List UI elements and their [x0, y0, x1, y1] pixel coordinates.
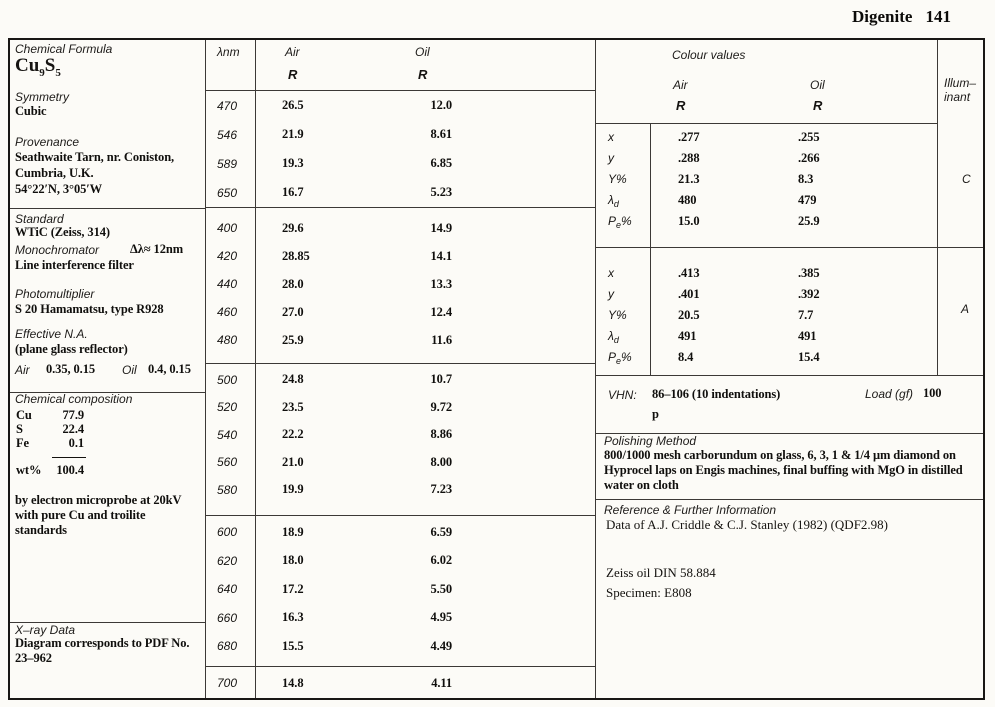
colour-row	[596, 169, 937, 190]
r-oil: 4.95	[430, 610, 452, 625]
colour-row	[596, 127, 937, 148]
colour-row	[596, 305, 937, 326]
r-air: 18.9	[282, 524, 304, 539]
instrumentation-section	[10, 208, 205, 392]
r-air: 26.5	[282, 98, 304, 112]
oil-value: 25.9	[798, 214, 820, 228]
colour-param: y	[608, 150, 614, 165]
colour-row	[596, 263, 937, 284]
colour-param: Y%	[608, 171, 627, 186]
chemical-formula-value: $Cu_9S_5$	[15, 55, 61, 79]
reflectance-row	[206, 518, 595, 547]
colour-param: Y%	[608, 307, 627, 322]
illuminant-divider	[937, 40, 938, 375]
air-value: .277	[678, 130, 700, 144]
vhn-label: VHN:	[608, 388, 637, 402]
oil-value: 7.7	[798, 308, 814, 322]
reflectance-row	[206, 476, 595, 504]
oil-header: Oil	[415, 45, 430, 59]
reflectance-table	[206, 40, 595, 698]
r-oil: 8.00	[430, 454, 452, 469]
composition-note-line: standards	[15, 523, 67, 537]
r-air: 19.3	[282, 156, 304, 170]
reflectance-group	[206, 207, 595, 354]
colour-block-a	[596, 247, 937, 368]
r-header-oil: R	[813, 98, 823, 113]
reflectance-row	[206, 270, 595, 298]
wavelength: 580	[217, 482, 238, 497]
colour-row	[596, 326, 937, 347]
chemical-formula-label: Chemical Formula	[15, 42, 113, 56]
wavelength: 546	[217, 127, 238, 142]
wavelength: 460	[217, 305, 238, 319]
colour-param: $\lambda_d$	[608, 192, 619, 209]
wavelength: 500	[217, 372, 238, 387]
reflectance-row	[206, 242, 595, 270]
colour-row	[596, 190, 937, 211]
oil-value: .385	[798, 266, 820, 280]
standard-value: WTiC (Zeiss, 314)	[15, 225, 110, 239]
reflectance-row	[206, 547, 595, 576]
illuminant-a: A	[961, 302, 970, 316]
r-air: 24.8	[282, 372, 304, 387]
r-oil: 8.61	[430, 127, 452, 141]
effective-na-note: (plane glass reflector)	[15, 342, 128, 356]
oil-value: .392	[798, 287, 820, 301]
wavelength: 400	[217, 221, 238, 235]
r-air: 15.5	[282, 638, 304, 653]
air-header: Air	[673, 78, 688, 92]
colour-param: $\lambda_d$	[608, 328, 619, 345]
vhn-section	[596, 375, 983, 433]
r-air: 23.5	[282, 399, 304, 414]
colour-row	[596, 211, 937, 232]
reflectance-row	[206, 149, 595, 178]
colour-values-header: Colour values	[672, 48, 746, 62]
symmetry-value: Cubic	[15, 104, 47, 118]
xray-section	[10, 622, 205, 698]
air-value: 20.5	[678, 308, 700, 322]
xray-label: X–ray Data	[15, 623, 76, 637]
oil-value: .255	[798, 130, 820, 144]
r-oil: 6.02	[430, 553, 452, 568]
reflectance-row	[206, 366, 595, 394]
provenance-line: 54°22′N, 3°05′W	[15, 182, 103, 196]
reference-specimen-line: Specimen: E808	[606, 585, 692, 600]
r-oil: 13.3	[430, 276, 452, 291]
sum-rule	[52, 457, 86, 458]
oil-value: 15.4	[798, 350, 820, 364]
oil-value: 491	[798, 329, 817, 343]
reference-data-line: Data of A.J. Criddle & C.J. Stanley (1982) (QDF2.98)	[606, 517, 889, 532]
r-air: 21.9	[282, 127, 304, 141]
reflectance-row	[206, 298, 595, 326]
r-air: 19.9	[282, 482, 304, 497]
vhn-value: 86–106 (10 indentations)	[652, 387, 781, 401]
colour-block-c	[596, 123, 937, 232]
polishing-line: 800/1000 mesh carborundum on glass, 6, 3, 1 & 1/4 μm diamond on	[604, 448, 956, 462]
r-air: 16.3	[282, 610, 304, 625]
wavelength: 640	[217, 582, 238, 597]
reflectance-group	[206, 363, 595, 504]
data-sheet-table	[8, 38, 985, 700]
r-oil: 11.6	[431, 332, 452, 347]
composition-label: Chemical composition	[15, 392, 133, 406]
total-label: wt%	[16, 463, 42, 477]
provenance-line: Seathwaite Tarn, nr. Coniston,	[15, 150, 175, 164]
polishing-section	[596, 433, 983, 499]
reflectance-row	[206, 632, 595, 661]
mineral-name: Digenite	[852, 7, 913, 26]
element-symbol: S	[16, 422, 23, 436]
air-value: 480	[678, 193, 697, 207]
wavelength: 420	[217, 249, 238, 263]
wavelength: 560	[217, 455, 238, 470]
air-header: Air	[285, 45, 300, 59]
monochromator-label: Monochromator	[15, 243, 100, 257]
photomultiplier-label: Photomultiplier	[15, 287, 95, 301]
r-oil: 6.85	[430, 156, 452, 170]
air-value: 21.3	[678, 172, 700, 186]
na-oil-label: Oil	[122, 363, 137, 377]
left-column	[10, 40, 205, 698]
r-oil: 7.23	[430, 482, 452, 497]
oil-value: .266	[798, 151, 820, 165]
r-air: 14.8	[282, 675, 304, 690]
page-number: 141	[925, 7, 951, 26]
provenance-label: Provenance	[15, 135, 80, 149]
monochromator-bandwidth: Δλ≈ 12nm	[130, 242, 184, 256]
r-air: 29.6	[282, 220, 304, 235]
element-symbol: Cu	[16, 408, 32, 422]
wavelength: 660	[217, 610, 238, 625]
r-oil: 4.11	[431, 675, 452, 690]
wavelength: 480	[217, 333, 238, 347]
r-air: 22.2	[282, 427, 304, 442]
load-value: 100	[923, 386, 942, 400]
air-value: .413	[678, 266, 700, 280]
element-wt: 22.4	[62, 422, 84, 436]
reflectance-row	[206, 326, 595, 354]
wavelength: 589	[217, 156, 238, 171]
r-air: 28.0	[282, 276, 304, 291]
element-wt: 0.1	[68, 436, 84, 450]
reflectance-row	[206, 120, 595, 149]
r-air: 27.0	[282, 304, 304, 319]
colour-row	[596, 148, 937, 169]
colour-param: $P_e\%$	[608, 213, 632, 230]
reflectance-row	[206, 604, 595, 633]
reflectance-row	[206, 449, 595, 477]
reflectance-row	[206, 394, 595, 422]
air-value: 491	[678, 329, 697, 343]
composition-note-line: by electron microprobe at 20kV	[15, 493, 182, 507]
oil-header: Oil	[810, 78, 825, 92]
reflectance-group	[206, 515, 595, 661]
symmetry-label: Symmetry	[15, 90, 69, 104]
r-oil: 10.7	[430, 372, 452, 387]
provenance-line: Cumbria, U.K.	[15, 166, 94, 180]
reflectance-row	[206, 91, 595, 120]
reference-section	[596, 499, 983, 698]
wavelength: 620	[217, 553, 238, 568]
total-value: 100.4	[56, 463, 84, 477]
r-oil: 6.59	[430, 524, 452, 539]
reflectance-row	[206, 669, 595, 697]
colour-param: x	[608, 129, 614, 144]
filter-value: Line interference filter	[15, 258, 134, 272]
reference-oil-line: Zeiss oil DIN 58.884	[606, 565, 716, 580]
r-oil: 5.23	[430, 185, 452, 199]
na-oil-value: 0.4, 0.15	[148, 362, 191, 376]
r-oil: 5.50	[430, 581, 452, 596]
wavelength: 680	[217, 639, 238, 654]
r-oil: 4.49	[430, 638, 452, 653]
element-wt: 77.9	[62, 408, 84, 422]
polishing-line: Hyprocel laps on Engis machines, final buffing with MgO in distilled	[604, 463, 963, 477]
r-oil: 9.72	[430, 399, 452, 414]
r-header-air: R	[676, 98, 686, 113]
composition-section	[10, 392, 205, 622]
na-air-value: 0.35, 0.15	[46, 362, 96, 376]
colour-param: $P_e\%$	[608, 349, 632, 366]
r-air: 16.7	[282, 185, 304, 199]
xray-line: 23–962	[15, 651, 52, 665]
r-air: 28.85	[282, 248, 310, 263]
air-value: .288	[678, 151, 700, 165]
wavelength: 600	[217, 525, 238, 540]
air-value: 15.0	[678, 214, 700, 228]
reflectance-row	[206, 178, 595, 207]
oil-value: 8.3	[798, 172, 814, 186]
photomultiplier-value: S 20 Hamamatsu, type R928	[15, 302, 164, 316]
r-oil: 14.1	[430, 248, 452, 263]
wavelength: 700	[217, 676, 238, 690]
reflectance-group	[206, 666, 595, 697]
colour-row	[596, 347, 937, 368]
r-header-oil: R	[418, 67, 428, 82]
standard-label: Standard	[15, 212, 64, 226]
colour-row	[596, 284, 937, 305]
load-label: Load (gf)	[865, 387, 914, 401]
r-air: 21.0	[282, 454, 304, 469]
reflectance-row	[206, 575, 595, 604]
wavelength: 650	[217, 185, 238, 200]
colour-param: x	[608, 265, 614, 280]
colour-param: y	[608, 286, 614, 301]
right-column	[596, 40, 983, 698]
illuminant-header: Illum– inant	[944, 76, 977, 104]
wavelength: 470	[217, 98, 238, 113]
page-title	[852, 7, 951, 27]
wavelength: 520	[217, 400, 238, 415]
reflectance-row	[206, 214, 595, 242]
effective-na-label: Effective N.A.	[15, 327, 88, 341]
r-oil: 14.9	[430, 220, 452, 235]
vhn-note: p	[652, 407, 659, 421]
air-value: .401	[678, 287, 700, 301]
oil-value: 479	[798, 193, 817, 207]
composition-note-line: with pure Cu and troilite	[15, 508, 146, 522]
illuminant-c: C	[962, 172, 971, 186]
r-air: 17.2	[282, 581, 304, 596]
r-oil: 8.86	[430, 427, 452, 442]
r-header-air: R	[288, 67, 298, 82]
reflectance-row	[206, 421, 595, 449]
wavelength: 540	[217, 427, 238, 442]
air-value: 8.4	[678, 350, 694, 364]
na-air-label: Air	[15, 363, 30, 377]
reference-label: Reference & Further Information	[604, 503, 777, 517]
polishing-label: Polishing Method	[604, 434, 697, 448]
reflectance-group	[206, 90, 595, 207]
nm-header: λnm	[217, 45, 240, 59]
r-oil: 12.0	[430, 98, 452, 112]
r-oil: 12.4	[430, 304, 452, 319]
r-air: 18.0	[282, 553, 304, 568]
polishing-line: water on cloth	[604, 478, 679, 492]
wavelength: 440	[217, 277, 238, 291]
element-symbol: Fe	[16, 436, 29, 450]
r-air: 25.9	[282, 332, 304, 347]
xray-line: Diagram corresponds to PDF No.	[15, 636, 190, 650]
